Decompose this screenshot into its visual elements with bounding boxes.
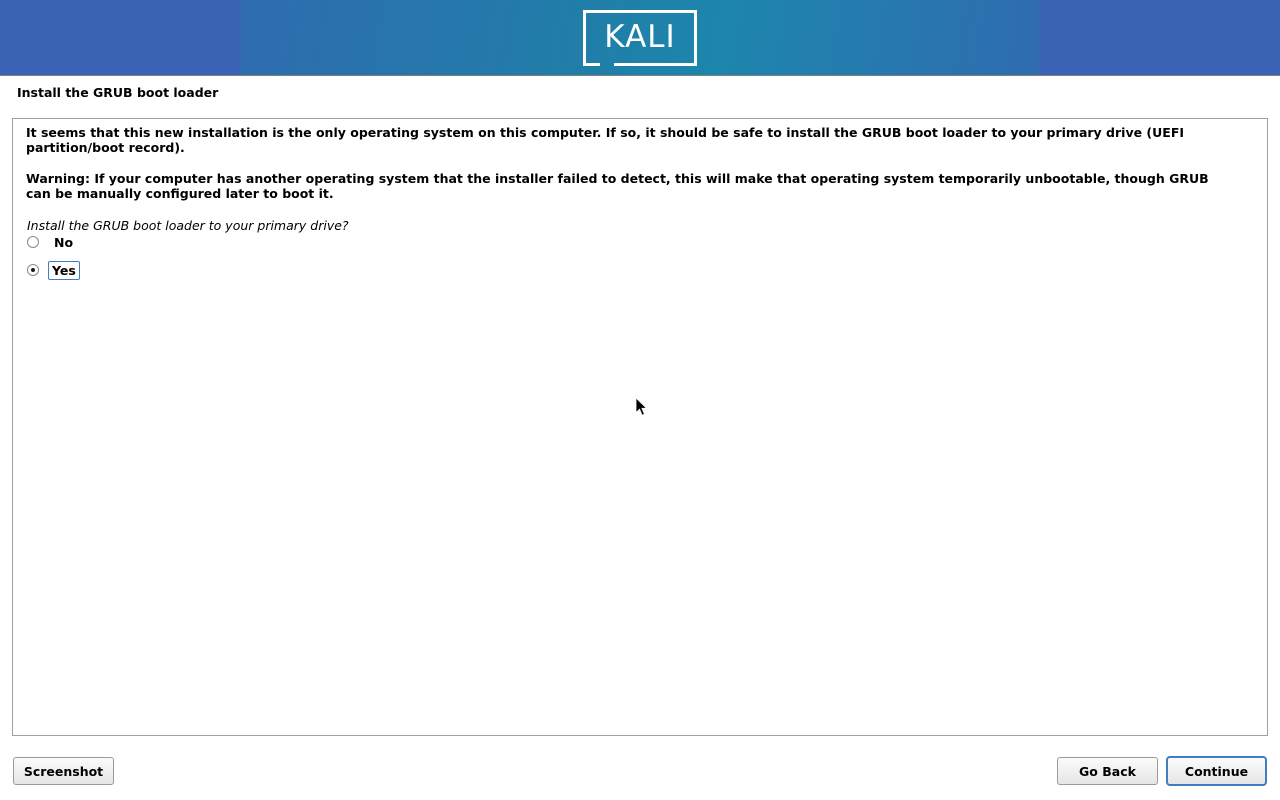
radio-option-yes[interactable] xyxy=(27,261,80,279)
info-paragraph: It seems that this new installation is the only operating system on this computer. If so, it should be safe to install the GRUB boot loader to your primary drive (UEFI partition/boot record). xyxy=(26,125,1185,155)
question-label: Install the GRUB boot loader to your primary drive? xyxy=(27,218,349,233)
banner-separator xyxy=(0,75,1280,76)
radio-option-no[interactable] xyxy=(27,233,76,251)
radio-label-yes[interactable]: Yes xyxy=(48,261,80,280)
radio-button-no[interactable] xyxy=(27,236,39,248)
warning-paragraph: Warning: If your computer has another operating system that the installer failed to detect, this will make that operating system temporarily unbootable, though GRUB can be manually configured later to boot it. xyxy=(26,171,1209,201)
kali-logo xyxy=(583,10,697,66)
continue-button[interactable]: Continue xyxy=(1166,756,1267,786)
banner-right-block xyxy=(1039,0,1280,75)
radio-label-no[interactable]: No xyxy=(54,234,74,250)
banner-left-block xyxy=(0,0,241,75)
page-title: Install the GRUB boot loader xyxy=(17,85,219,100)
screenshot-button[interactable]: Screenshot xyxy=(13,757,114,785)
radio-button-yes[interactable] xyxy=(27,264,39,276)
go-back-button[interactable]: Go Back xyxy=(1057,757,1158,785)
kali-banner xyxy=(0,0,1280,75)
content-panel xyxy=(12,118,1268,736)
kali-logo-label: KALI xyxy=(604,18,676,55)
kali-logo-notch xyxy=(600,63,614,68)
